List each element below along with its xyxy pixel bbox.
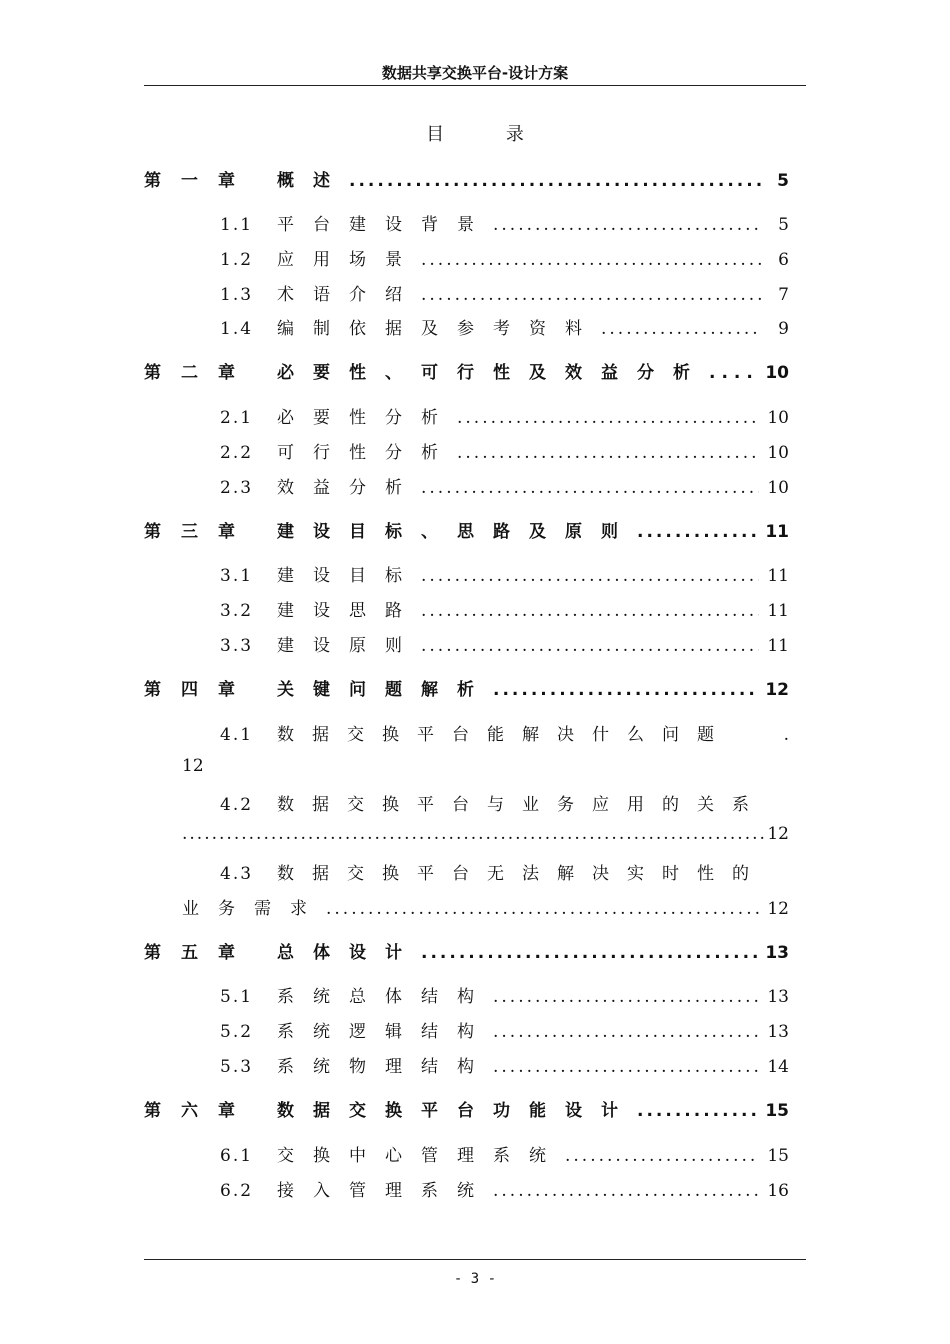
section-title: 编制依据及参考资料 bbox=[277, 319, 601, 339]
section-title: 可行性分析 bbox=[277, 443, 457, 463]
page-number: 12 bbox=[767, 824, 789, 844]
toc-section-2-3[interactable] bbox=[144, 473, 789, 499]
section-number: 2.2 bbox=[220, 443, 254, 463]
dot-leader bbox=[601, 319, 761, 339]
toc-section-5-3[interactable] bbox=[144, 1052, 789, 1078]
section-title: 建设思路 bbox=[277, 601, 421, 621]
dot-leader bbox=[493, 680, 757, 700]
chapter-number: 第二章 bbox=[144, 363, 255, 383]
toc-section-4-3[interactable] bbox=[144, 859, 789, 885]
chapter-title: 建设目标、思路及原则 bbox=[277, 522, 637, 542]
dot-leader bbox=[421, 285, 761, 305]
dot-leader bbox=[493, 1181, 759, 1201]
page-number: 11 bbox=[767, 636, 789, 656]
section-number: 2.3 bbox=[220, 478, 254, 498]
section-number: 5.2 bbox=[220, 1022, 254, 1042]
dot-leader bbox=[493, 215, 761, 235]
section-number: 4.1 bbox=[220, 725, 254, 745]
section-number: 1.4 bbox=[220, 319, 254, 339]
page-number: 11 bbox=[767, 601, 789, 621]
dot-leader bbox=[349, 171, 761, 191]
section-title: 接入管理系统 bbox=[277, 1181, 493, 1201]
toc-section-4-2[interactable] bbox=[144, 790, 789, 816]
chapter-number: 第三章 bbox=[144, 522, 255, 542]
section-title: 数据交换平台能解决什么问题 bbox=[277, 725, 732, 745]
page-number: 13 bbox=[767, 1022, 789, 1042]
dot-leader bbox=[493, 987, 759, 1007]
toc-section-1-1[interactable] bbox=[144, 210, 789, 236]
toc-chapter-3[interactable] bbox=[144, 517, 789, 543]
page-number: 7 bbox=[778, 285, 789, 305]
chapter-number: 第四章 bbox=[144, 680, 255, 700]
toc-section-1-3[interactable] bbox=[144, 280, 789, 306]
chapter-title: 总体设计 bbox=[277, 943, 421, 963]
section-title: 系统物理结构 bbox=[277, 1057, 493, 1077]
page-number: 14 bbox=[767, 1057, 789, 1077]
section-number: 6.2 bbox=[220, 1181, 254, 1201]
header-rule bbox=[144, 85, 806, 86]
page-number: 10 bbox=[767, 443, 789, 463]
section-title: 数据交换平台与业务应用的关系 bbox=[277, 795, 767, 815]
section-number: 5.1 bbox=[220, 987, 254, 1007]
chapter-number: 第一章 bbox=[144, 171, 255, 191]
toc-section-4-1[interactable] bbox=[144, 720, 789, 746]
toc-section-3-2[interactable] bbox=[144, 596, 789, 622]
section-number: 4.2 bbox=[220, 795, 254, 815]
section-number: 4.3 bbox=[220, 864, 254, 884]
toc-section-4-3-cont bbox=[182, 894, 789, 920]
toc-chapter-2[interactable] bbox=[144, 358, 789, 384]
toc-chapter-6[interactable] bbox=[144, 1096, 789, 1122]
dot-leader bbox=[421, 250, 761, 270]
section-number: 3.1 bbox=[220, 566, 254, 586]
chapter-number: 第六章 bbox=[144, 1101, 255, 1121]
section-title-cont: 业务需求 bbox=[182, 899, 326, 919]
toc-section-5-2[interactable] bbox=[144, 1017, 789, 1043]
toc-chapter-5[interactable] bbox=[144, 938, 789, 964]
section-title: 效益分析 bbox=[277, 478, 421, 498]
page-number: 5 bbox=[777, 171, 789, 191]
dot-leader bbox=[493, 1022, 759, 1042]
dot-leader bbox=[421, 943, 757, 963]
section-title: 交换中心管理系统 bbox=[277, 1146, 565, 1166]
page-number: 11 bbox=[765, 522, 789, 542]
dot-leader bbox=[421, 636, 759, 656]
toc-section-1-2[interactable] bbox=[144, 245, 789, 271]
dot-leader bbox=[421, 478, 759, 498]
page-number: 5 bbox=[778, 215, 789, 235]
page-number: 12 bbox=[182, 756, 204, 776]
toc-section-1-4[interactable] bbox=[144, 314, 789, 340]
page-header: 数据共享交换平台-设计方案 bbox=[381, 64, 569, 82]
section-number: 3.3 bbox=[220, 636, 254, 656]
chapter-title: 关键问题解析 bbox=[277, 680, 493, 700]
toc-chapter-1[interactable] bbox=[144, 166, 789, 192]
chapter-number: 第五章 bbox=[144, 943, 255, 963]
footer-rule bbox=[144, 1259, 806, 1260]
section-title: 建设目标 bbox=[277, 566, 421, 586]
dot-leader bbox=[457, 408, 759, 428]
toc-section-5-1[interactable] bbox=[144, 982, 789, 1008]
section-title: 系统逻辑结构 bbox=[277, 1022, 493, 1042]
dot-leader bbox=[421, 566, 759, 586]
section-title: 系统总体结构 bbox=[277, 987, 493, 1007]
section-title: 建设原则 bbox=[277, 636, 421, 656]
page-number: 13 bbox=[765, 943, 789, 963]
toc-section-4-2-cont bbox=[182, 824, 789, 850]
dot-leader: . bbox=[783, 725, 789, 745]
page-number: 10 bbox=[767, 408, 789, 428]
toc-section-6-2[interactable] bbox=[144, 1176, 789, 1202]
dot-leader bbox=[709, 363, 757, 383]
toc-heading: 目 录 bbox=[426, 124, 552, 145]
section-number: 2.1 bbox=[220, 408, 254, 428]
section-title: 数据交换平台无法解决实时性的 bbox=[277, 864, 767, 884]
page-number: 11 bbox=[767, 566, 789, 586]
section-title: 术语介绍 bbox=[277, 285, 421, 305]
toc-section-6-1[interactable] bbox=[144, 1141, 789, 1167]
page-number: 12 bbox=[767, 899, 789, 919]
toc-chapter-4[interactable] bbox=[144, 675, 789, 701]
page-number: 13 bbox=[767, 987, 789, 1007]
dot-leader bbox=[457, 443, 759, 463]
section-number: 6.1 bbox=[220, 1146, 254, 1166]
page-footer: - 3 - bbox=[453, 1271, 497, 1287]
dot-leader bbox=[182, 824, 767, 844]
toc-section-3-3[interactable] bbox=[144, 631, 789, 657]
page-number: 6 bbox=[778, 250, 789, 270]
dot-leader bbox=[326, 899, 759, 919]
toc-section-2-2[interactable] bbox=[144, 438, 789, 464]
page-number: 10 bbox=[767, 478, 789, 498]
dot-leader bbox=[493, 1057, 759, 1077]
chapter-title: 必要性、可行性及效益分析 bbox=[277, 363, 709, 383]
chapter-title: 数据交换平台功能设计 bbox=[277, 1101, 637, 1121]
dot-leader bbox=[637, 522, 757, 542]
section-number: 5.3 bbox=[220, 1057, 254, 1077]
page-number: 9 bbox=[778, 319, 789, 339]
section-number: 1.3 bbox=[220, 285, 254, 305]
chapter-title: 概述 bbox=[277, 171, 349, 191]
dot-leader bbox=[565, 1146, 759, 1166]
page-number: 15 bbox=[765, 1101, 789, 1121]
page-number: 12 bbox=[765, 680, 789, 700]
page-number: 15 bbox=[767, 1146, 789, 1166]
section-title: 平台建设背景 bbox=[277, 215, 493, 235]
section-title: 必要性分析 bbox=[277, 408, 457, 428]
section-number: 1.1 bbox=[220, 215, 254, 235]
dot-leader bbox=[637, 1101, 757, 1121]
page-number: 16 bbox=[767, 1181, 789, 1201]
dot-leader bbox=[421, 601, 759, 621]
section-number: 1.2 bbox=[220, 250, 254, 270]
page-number: 10 bbox=[765, 363, 789, 383]
section-title: 应用场景 bbox=[277, 250, 421, 270]
toc-section-3-1[interactable] bbox=[144, 561, 789, 587]
section-number: 3.2 bbox=[220, 601, 254, 621]
toc-section-2-1[interactable] bbox=[144, 403, 789, 429]
